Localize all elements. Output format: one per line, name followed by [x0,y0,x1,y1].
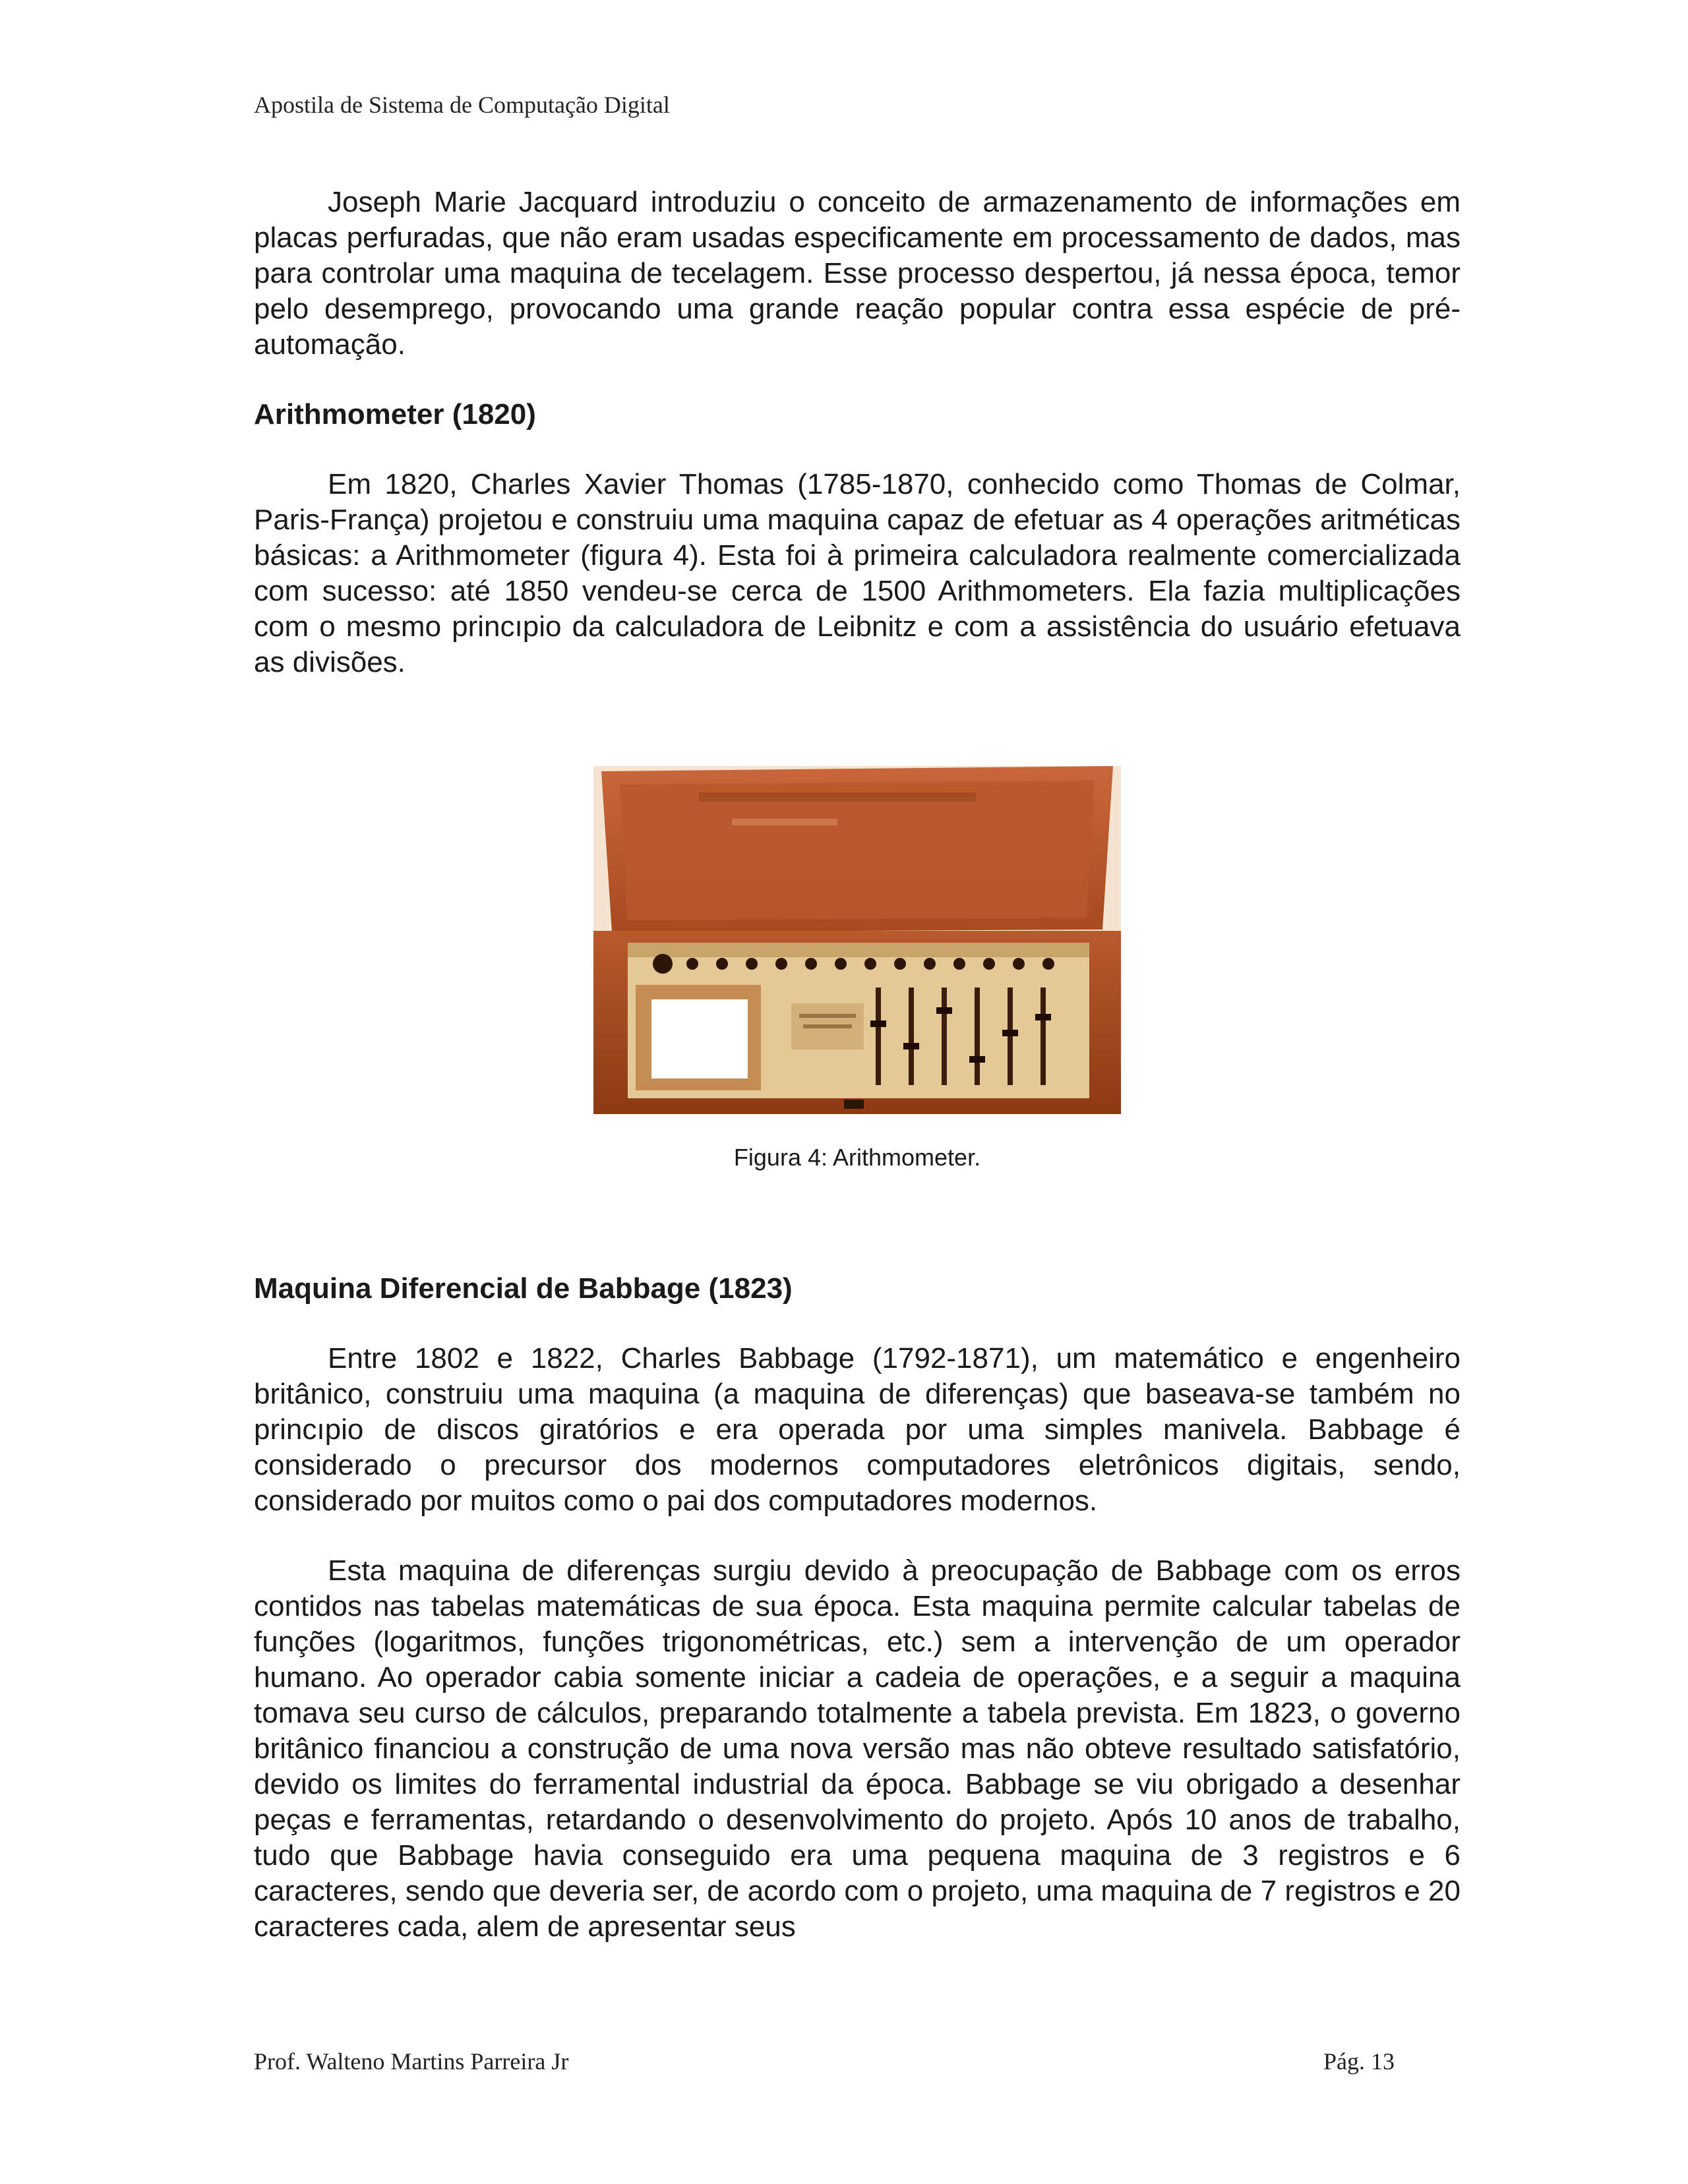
window-glass [651,999,748,1078]
plate-top-edge [628,943,1089,957]
paragraph-arithmometer: Em 1820, Charles Xavier Thomas (1785-1870, conhecido como Thomas de Colmar, Paris-França) projetou e construiu uma maquina capaz de efetuar as 4 operações aritméticas básicas: a Arithmometer (figura 4). Esta foi à primeira calculadora realmente comercializada com sucesso: até 1850 vendeu-se cerca de 1500 Arithmometers. Ela fazia multiplicações com o mesmo princıpio da calculadora de Leibnitz e com a assistência do usuário efetuava as divisões. [254,468,1461,678]
paragraph-babbage-1: Entre 1802 e 1822, Charles Babbage (1792-1871), um matemático e engenheiro britânico, construiu uma maquina (a maquina de diferenças) que baseava-se também no princıpio de discos giratórios e era operada por uma simples manivela. Babbage é considerado o precursor dos modernos computadores eletrônicos digitais, sendo, considerado por muitos como o pai dos computadores modernos. [254,1342,1461,1517]
footer-author: Prof. Walteno Martins Parreira Jr [254,2048,569,2075]
heading-arithmometer: Arithmometer (1820) [254,398,536,430]
lid-label [699,792,976,802]
figure-arithmometer-photo [593,766,1121,1114]
box-lock [844,1100,864,1109]
maker-text-2 [803,1024,852,1028]
page-content [254,185,1461,1979]
heading-babbage: Maquina Diferencial de Babbage (1823) [254,1272,793,1305]
lid-marking [732,819,837,825]
maker-text-1 [799,1014,856,1018]
running-header: Apostila de Sistema de Computação Digital [254,92,670,118]
paragraph-babbage-2: Esta maquina de diferenças surgiu devido à preocupação de Babbage com os erros contidos nas tabelas matemáticas de sua época. Esta maquina permite calcular tabelas de funções (logaritmos, funções trigonométricas, etc.) sem a intervenção de um operador humano. Ao operador cabia somente iniciar a cadeia de operações, e a seguir a maquina tomava seu curso de cálculos, preparando totalmente a tabela prevista. Em 1823, o governo britânico financiou a construção de uma nova versão mas não obteve resultado satisfatório, devido os limites do ferramental industrial da época. Babbage se viu obrigado a desenhar peças e ferramentas, retardando o desenvolvimento do projeto. Após 10 anos de trabalho, tudo que Babbage havia conseguido era uma pequena maquina de 3 registros e 6 caracteres, sendo que deveria ser, de acordo com o projeto, uma maquina de 7 registros e 20 caracteres cada, alem de apresentar seus [254,1554,1461,1943]
arithmometer-illustration [593,766,1121,1114]
figure-caption: Figura 4: Arithmometer. [733,1144,981,1171]
page-number: Pág. 13 [1323,2048,1395,2075]
paragraph-jacquard: Joseph Marie Jacquard introduziu o conceito de armazenamento de informações em placas perfuradas, que não eram usadas especificamente em processamento de dados, mas para controlar uma maquina de tecelagem. Esse processo despertou, já nessa época, temor pelo desemprego, provocando uma grande reação popular contra essa espécie de pré-automação. [254,186,1461,361]
